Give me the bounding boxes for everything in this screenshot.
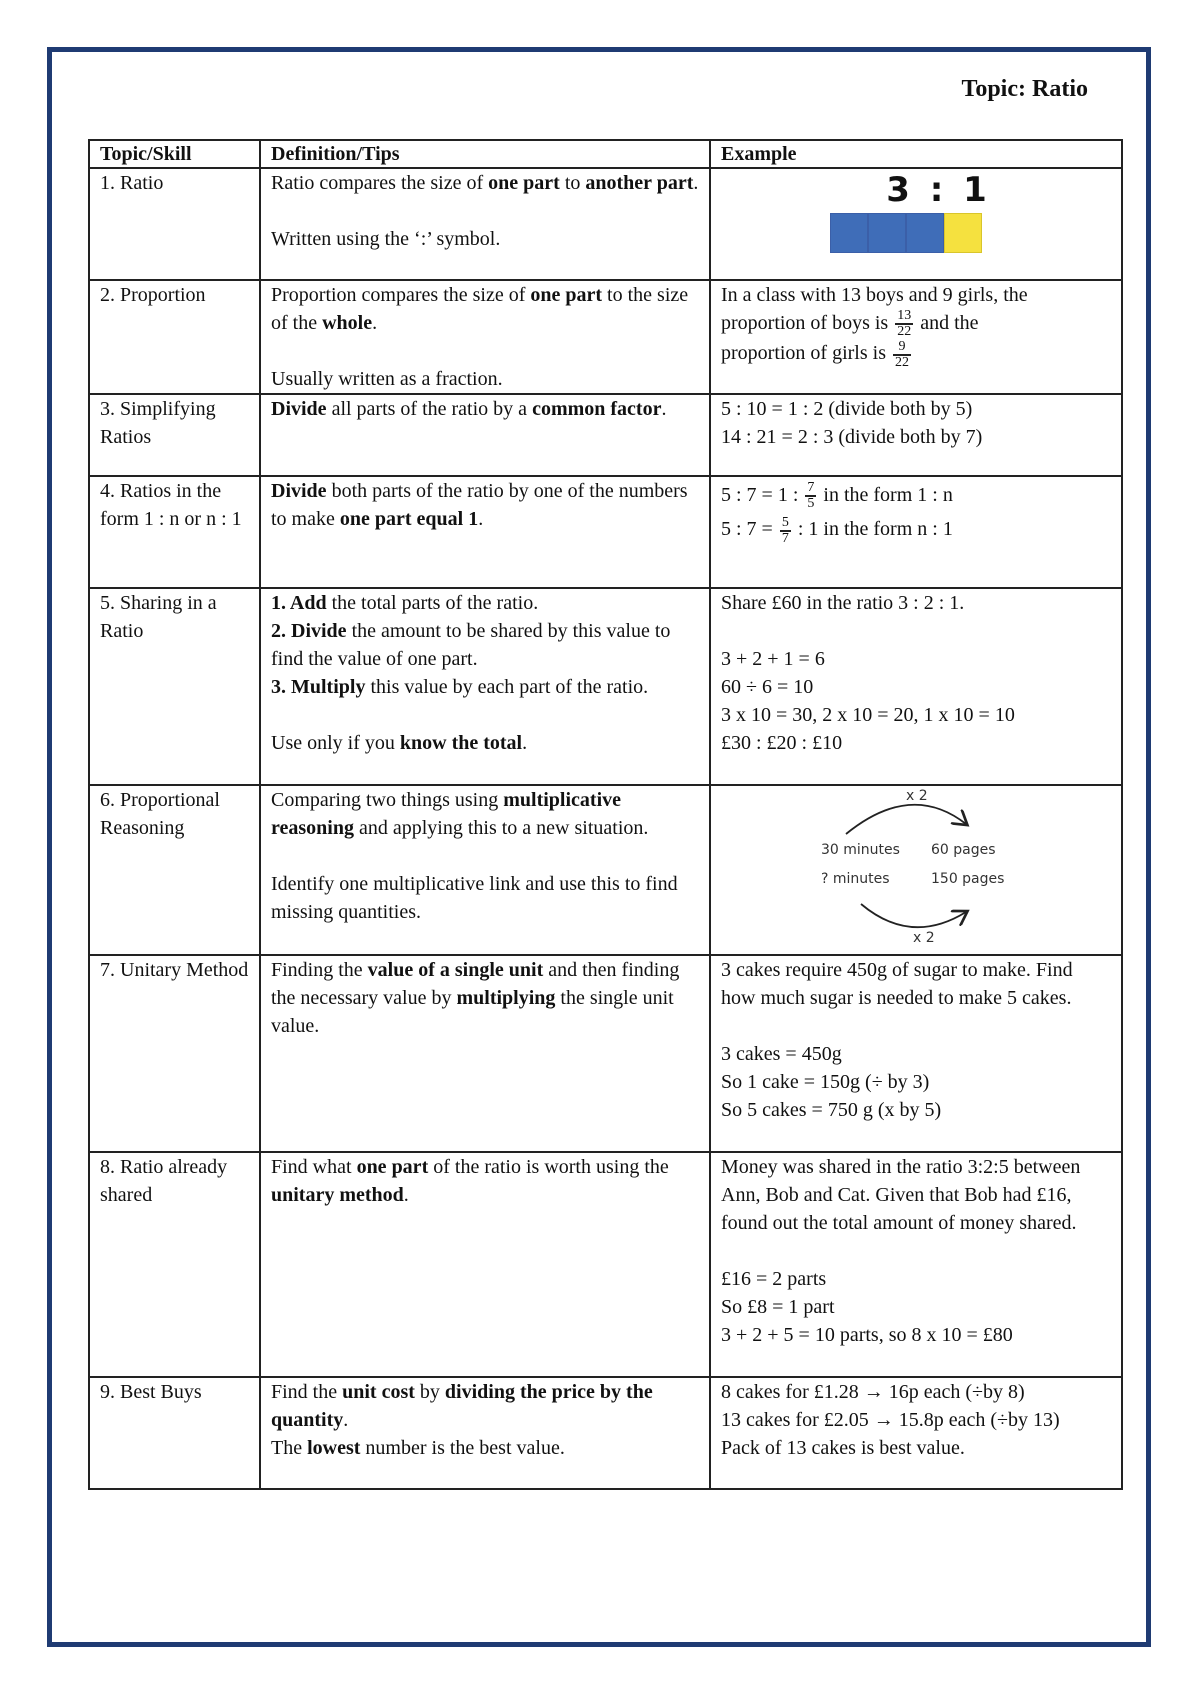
fraction: $\frac{13}{22}$ xyxy=(897,308,912,340)
table-row xyxy=(89,785,1122,955)
topic-cell: 6. Proportional Reasoning xyxy=(89,785,260,955)
knowledge-table xyxy=(88,139,1123,1490)
table-row xyxy=(89,955,1122,1152)
topic-cell: 4. Ratios in the form 1 : n or n : 1 xyxy=(89,476,260,588)
definition-cell: Find what one part of the ratio is worth using the unitary method. xyxy=(260,1152,710,1377)
topic-cell: 1. Ratio xyxy=(89,168,260,280)
example-cell xyxy=(710,476,1122,588)
topic-cell: 5. Sharing in a Ratio xyxy=(89,588,260,785)
example-cell xyxy=(710,785,1122,955)
ratio-label: 3 : 1 xyxy=(886,170,991,210)
definition-cell: 1. Add the total parts of the ratio. 2. Divide the amount to be shared by this value to find the value of one part. 3. Multiply this value by each part of the ratio. Use only if you know the total. xyxy=(260,588,710,785)
ratio-bar-part xyxy=(830,213,868,253)
definition-cell: Divide both parts of the ratio by one of the numbers to make one part equal 1. xyxy=(260,476,710,588)
page-frame xyxy=(47,47,1151,1647)
topic-cell: 9. Best Buys xyxy=(89,1377,260,1489)
table-row xyxy=(89,1152,1122,1377)
table-row xyxy=(89,476,1122,588)
definition-cell: Ratio compares the size of one part to another part. Written using the ‘:’ symbol. xyxy=(260,168,710,280)
ratio-bar-part xyxy=(906,213,944,253)
example-cell: 8 cakes for £1.28 → 16p each (÷by 8) 13 cakes for £2.05 → 15.8p each (÷by 13) Pack of 13 cakes is best value. xyxy=(710,1377,1122,1489)
definition-cell: Find the unit cost by dividing the price by the quantity. The lowest number is the best value. xyxy=(260,1377,710,1489)
ratio-bar-part xyxy=(868,213,906,253)
definition-cell: Finding the value of a single unit and then finding the necessary value by multiplying the single unit value. xyxy=(260,955,710,1152)
table-row xyxy=(89,280,1122,394)
header-topic: Topic/Skill xyxy=(89,140,260,168)
fraction: $\frac{9}{22}$ xyxy=(895,338,909,370)
proportion-line-3: proportion of girls is $\frac{9}{22}$ xyxy=(721,338,909,370)
quantity-d: 150 pages xyxy=(931,871,1005,887)
ratio-bar-part xyxy=(944,213,982,253)
definition-cell: Proportion compares the size of one part to the size of the whole. Usually written as a fraction. xyxy=(260,280,710,394)
fraction: $\frac{5}{7}$ xyxy=(781,514,789,546)
proportion-line-2: proportion of boys is $\frac{13}{22}$ and the xyxy=(721,308,979,340)
ratio-bar-model xyxy=(701,213,1111,253)
header-definition: Definition/Tips xyxy=(260,140,710,168)
proportion-line-1: In a class with 13 boys and 9 girls, the xyxy=(721,284,1028,306)
multiplier-label-top: x 2 xyxy=(906,788,928,804)
topic-cell: 3. Simplifying Ratios xyxy=(89,394,260,476)
table-row xyxy=(89,1377,1122,1489)
table-row xyxy=(89,168,1122,280)
multiplier-label-bottom: x 2 xyxy=(913,930,935,946)
quantity-a: 30 minutes xyxy=(821,842,900,858)
form-line-1: 5 : 7 = 1 : $\frac{7}{5}$ in the form 1 : n xyxy=(721,480,953,512)
page-title: Topic: Ratio xyxy=(961,76,1088,102)
form-line-2: 5 : 7 = $\frac{5}{7}$ : 1 in the form n : 1 xyxy=(721,514,953,546)
example-cell: 5 : 10 = 1 : 2 (divide both by 5) 14 : 21 = 2 : 3 (divide both by 7) xyxy=(710,394,1122,476)
table-row xyxy=(89,394,1122,476)
definition-cell: Comparing two things using multiplicative reasoning and applying this to a new situation. Identify one multiplicative link and use this to find missing quantities. xyxy=(260,785,710,955)
example-cell: Share £60 in the ratio 3 : 2 : 1. 3 + 2 + 1 = 6 60 ÷ 6 = 10 3 x 10 = 30, 2 x 10 = 20, 1 x 10 = 10 £30 : £20 : £10 xyxy=(710,588,1122,785)
definition-cell: Divide all parts of the ratio by a common factor. xyxy=(260,394,710,476)
header-example: Example xyxy=(710,140,1122,168)
example-cell xyxy=(710,280,1122,394)
proportional-reasoning-diagram xyxy=(711,786,1121,952)
example-cell: 3 cakes require 450g of sugar to make. Find how much sugar is needed to make 5 cakes. 3 cakes = 450g So 1 cake = 150g (÷ by 3) So 5 cakes = 750 g (x by 5) xyxy=(710,955,1122,1152)
table-row xyxy=(89,588,1122,785)
topic-cell: 8. Ratio already shared xyxy=(89,1152,260,1377)
example-cell: Money was shared in the ratio 3:2:5 between Ann, Bob and Cat. Given that Bob had £16, found out the total amount of money shared. £16 = 2 parts So £8 = 1 part 3 + 2 + 5 = 10 parts, so 8 x 10 = £80 xyxy=(710,1152,1122,1377)
topic-cell: 2. Proportion xyxy=(89,280,260,394)
quantity-c: ? minutes xyxy=(821,871,890,887)
quantity-b: 60 pages xyxy=(931,842,996,858)
example-cell xyxy=(710,168,1122,280)
topic-cell: 7. Unitary Method xyxy=(89,955,260,1152)
fraction: $\frac{7}{5}$ xyxy=(807,480,815,512)
header-row xyxy=(89,140,1122,168)
